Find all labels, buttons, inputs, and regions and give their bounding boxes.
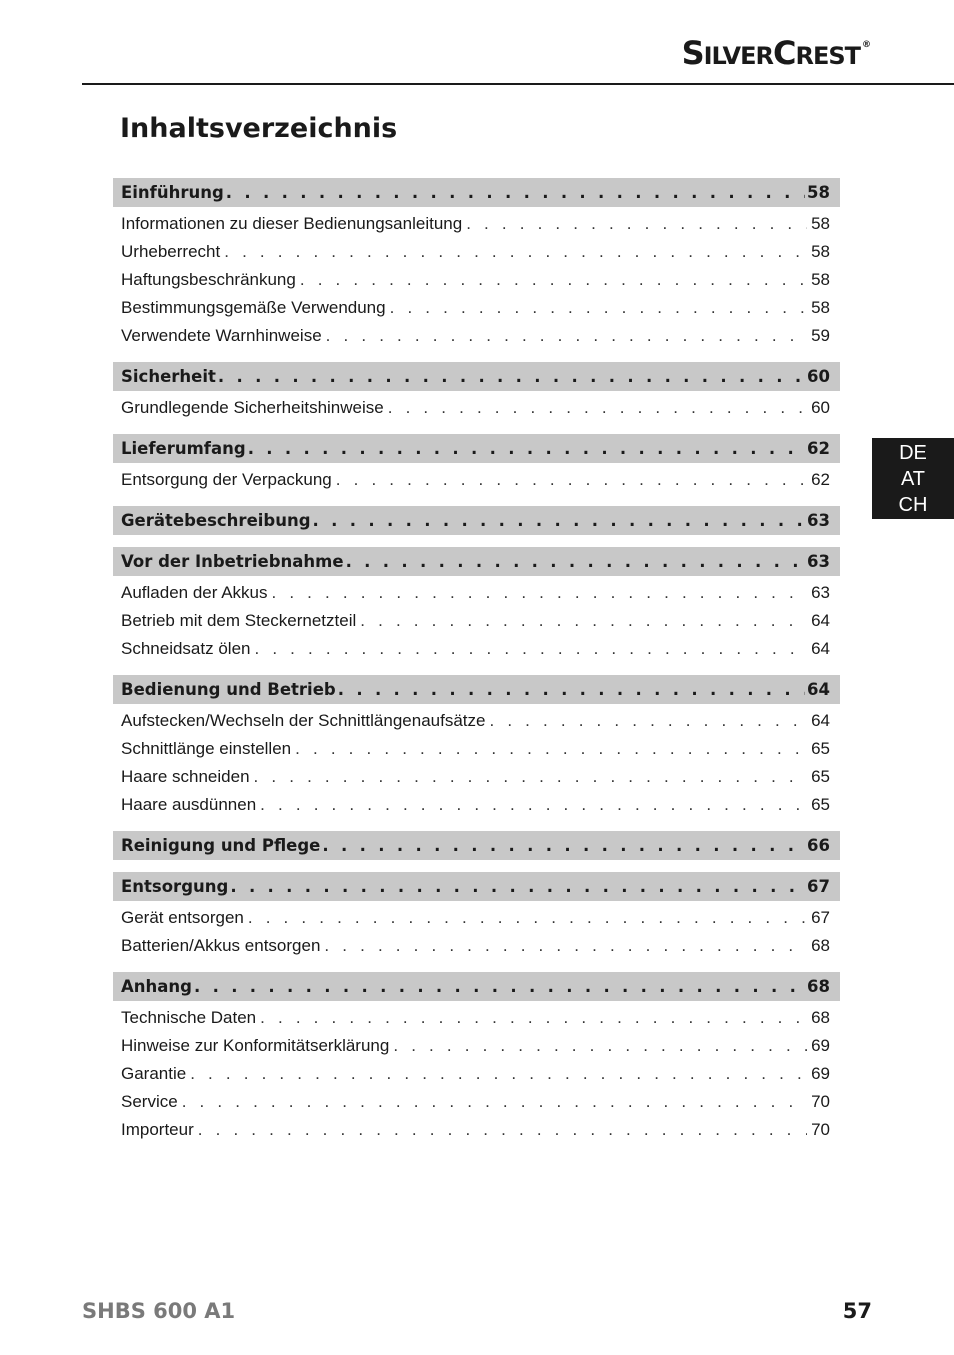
toc-section-page: 68 [807, 977, 830, 996]
toc-section [113, 972, 840, 1144]
toc-section-title: Sicherheit [121, 367, 216, 386]
toc-leader-dots [313, 511, 805, 530]
toc-entry-list [113, 576, 840, 663]
toc-entry-list [113, 463, 840, 494]
toc-entry[interactable] [113, 238, 840, 266]
toc-entry[interactable] [113, 1088, 840, 1116]
toc-entry-title: Betrieb mit dem Steckernetzteil [121, 611, 357, 630]
toc-entry-page: 69 [811, 1064, 830, 1083]
toc-leader-dots [248, 439, 805, 458]
toc-entry-title: Verwendete Warnhinweise [121, 326, 322, 345]
toc-section-header[interactable] [113, 972, 840, 1001]
toc-section-page: 67 [807, 877, 830, 896]
toc-section-title: Vor der Inbetriebnahme [121, 552, 344, 571]
toc-entry-page: 70 [811, 1120, 830, 1139]
toc-leader-dots [198, 1120, 807, 1140]
language-tab [872, 438, 954, 519]
toc-entry-page: 64 [811, 711, 830, 730]
toc-entry-title: Schnittlänge einstellen [121, 739, 292, 758]
toc-entry[interactable] [113, 266, 840, 294]
toc-entry-title: Technische Daten [121, 1008, 257, 1027]
toc-entry[interactable] [113, 294, 840, 322]
toc-entry[interactable] [113, 735, 840, 763]
toc-entry-list [113, 207, 840, 350]
toc-entry-title: Schneidsatz ölen [121, 639, 251, 658]
toc-entry-page: 65 [811, 739, 830, 758]
toc-leader-dots [190, 1064, 807, 1084]
toc-entry-title: Haftungsbeschränkung [121, 270, 296, 289]
toc-entry-title: Entsorgung der Verpackung [121, 470, 332, 489]
toc-entry-title: Hinweise zur Konformitätserklärung [121, 1036, 390, 1055]
toc-entry[interactable] [113, 322, 840, 350]
toc-entry[interactable] [113, 904, 840, 932]
toc-entry-page: 70 [811, 1092, 830, 1111]
toc-leader-dots [230, 877, 805, 896]
toc-section-header[interactable] [113, 506, 840, 535]
toc-entry-title: Garantie [121, 1064, 187, 1083]
footer-model: SHBS 600 A1 [82, 1299, 236, 1323]
toc-entry-list [113, 901, 840, 960]
toc-section [113, 362, 840, 422]
toc-leader-dots [226, 183, 805, 202]
toc-entry-title: Aufladen der Akkus [121, 583, 268, 602]
toc-entry-list [113, 391, 840, 422]
toc-section [113, 831, 840, 860]
toc-leader-dots [218, 367, 805, 386]
toc-entry-title: Haare ausdünnen [121, 795, 257, 814]
toc-entry[interactable] [113, 791, 840, 819]
toc-entry[interactable] [113, 1060, 840, 1088]
toc-entry-page: 58 [811, 270, 830, 289]
toc-section-header[interactable] [113, 831, 840, 860]
toc-leader-dots [295, 739, 807, 759]
toc-leader-dots [326, 326, 807, 346]
toc-leader-dots [338, 680, 805, 699]
toc-entry-page: 64 [811, 611, 830, 630]
toc-entry[interactable] [113, 1032, 840, 1060]
toc-entry-page: 64 [811, 639, 830, 658]
brand-logo: SILVERCREST ® [681, 34, 870, 72]
toc-entry-page: 65 [811, 767, 830, 786]
toc-leader-dots [324, 936, 807, 956]
toc-entry-page: 60 [811, 398, 830, 417]
toc-entry-title: Service [121, 1092, 178, 1111]
toc-section-header[interactable] [113, 362, 840, 391]
toc-section-title: Reinigung und Pflege [121, 836, 321, 855]
toc-entry[interactable] [113, 466, 840, 494]
page-title: Inhaltsverzeichnis [120, 113, 398, 144]
toc-leader-dots [322, 836, 805, 855]
toc-section-page: 58 [807, 183, 830, 202]
toc-leader-dots [224, 242, 807, 262]
toc-entry[interactable] [113, 579, 840, 607]
toc-leader-dots [194, 977, 805, 996]
toc-leader-dots [393, 1036, 807, 1056]
toc-entry[interactable] [113, 932, 840, 960]
toc-entry[interactable] [113, 635, 840, 663]
toc-section [113, 675, 840, 819]
toc-section-header[interactable] [113, 178, 840, 207]
header-rule [82, 83, 954, 85]
toc-section-page: 60 [807, 367, 830, 386]
toc-entry-title: Batterien/Akkus entsorgen [121, 936, 321, 955]
toc-leader-dots [300, 270, 807, 290]
toc-section-page: 63 [807, 511, 830, 530]
toc-leader-dots [466, 214, 807, 234]
toc-entry[interactable] [113, 1116, 840, 1144]
toc-section-header[interactable] [113, 547, 840, 576]
toc-leader-dots [390, 298, 807, 318]
toc-entry[interactable] [113, 394, 840, 422]
toc-entry[interactable] [113, 1004, 840, 1032]
toc-entry[interactable] [113, 210, 840, 238]
toc-leader-dots [360, 611, 807, 631]
toc-entry[interactable] [113, 607, 840, 635]
toc-entry-title: Aufstecken/Wechseln der Schnittlängenaufsätze [121, 711, 486, 730]
toc-leader-dots [346, 552, 805, 571]
toc-entry-page: 69 [811, 1036, 830, 1055]
toc-section-page: 64 [807, 680, 830, 699]
toc-entry-title: Grundlegende Sicherheitshinweise [121, 398, 384, 417]
toc-entry-title: Importeur [121, 1120, 194, 1139]
toc-entry-title: Gerät entsorgen [121, 908, 244, 927]
toc-leader-dots [260, 795, 807, 815]
toc-entry-page: 67 [811, 908, 830, 927]
toc-entry-page: 59 [811, 326, 830, 345]
language-code: CH [898, 493, 928, 516]
toc-entry-page: 58 [811, 214, 830, 233]
toc-entry-list [113, 1001, 840, 1144]
toc-section-title: Einführung [121, 183, 224, 202]
toc-entry-page: 63 [811, 583, 830, 602]
toc-section [113, 178, 840, 350]
table-of-contents [113, 178, 840, 1156]
toc-section-header[interactable] [113, 872, 840, 901]
toc-entry-page: 58 [811, 242, 830, 261]
toc-section-header[interactable] [113, 675, 840, 704]
toc-leader-dots [254, 767, 808, 787]
toc-section [113, 506, 840, 535]
toc-leader-dots [388, 398, 807, 418]
toc-entry[interactable] [113, 763, 840, 791]
toc-section-title: Entsorgung [121, 877, 229, 896]
toc-entry-title: Informationen zu dieser Bedienungsanleitung [121, 214, 463, 233]
toc-leader-dots [489, 711, 807, 731]
toc-leader-dots [254, 639, 807, 659]
footer-page-number: 57 [842, 1299, 872, 1323]
toc-entry-page: 58 [811, 298, 830, 317]
toc-section-title: Anhang [121, 977, 192, 996]
toc-section-page: 66 [807, 836, 830, 855]
toc-entry-title: Urheberrecht [121, 242, 221, 261]
toc-section [113, 872, 840, 960]
toc-leader-dots [248, 908, 807, 928]
language-code: DE [899, 441, 927, 464]
toc-leader-dots [260, 1008, 807, 1028]
toc-section-title: Gerätebeschreibung [121, 511, 311, 530]
toc-section-title: Bedienung und Betrieb [121, 680, 336, 699]
toc-entry-title: Bestimmungsgemäße Verwendung [121, 298, 386, 317]
language-code: AT [900, 467, 926, 490]
toc-leader-dots [336, 470, 807, 490]
toc-entry-page: 62 [811, 470, 830, 489]
toc-entry-page: 68 [811, 1008, 830, 1027]
toc-entry-page: 65 [811, 795, 830, 814]
toc-section [113, 434, 840, 494]
toc-section-page: 62 [807, 439, 830, 458]
toc-entry-title: Haare schneiden [121, 767, 250, 786]
toc-leader-dots [182, 1092, 807, 1112]
toc-leader-dots [271, 583, 807, 603]
toc-section-title: Lieferumfang [121, 439, 246, 458]
toc-section-page: 63 [807, 552, 830, 571]
toc-entry[interactable] [113, 707, 840, 735]
toc-section-header[interactable] [113, 434, 840, 463]
toc-section [113, 547, 840, 663]
toc-entry-list [113, 704, 840, 819]
toc-entry-page: 68 [811, 936, 830, 955]
